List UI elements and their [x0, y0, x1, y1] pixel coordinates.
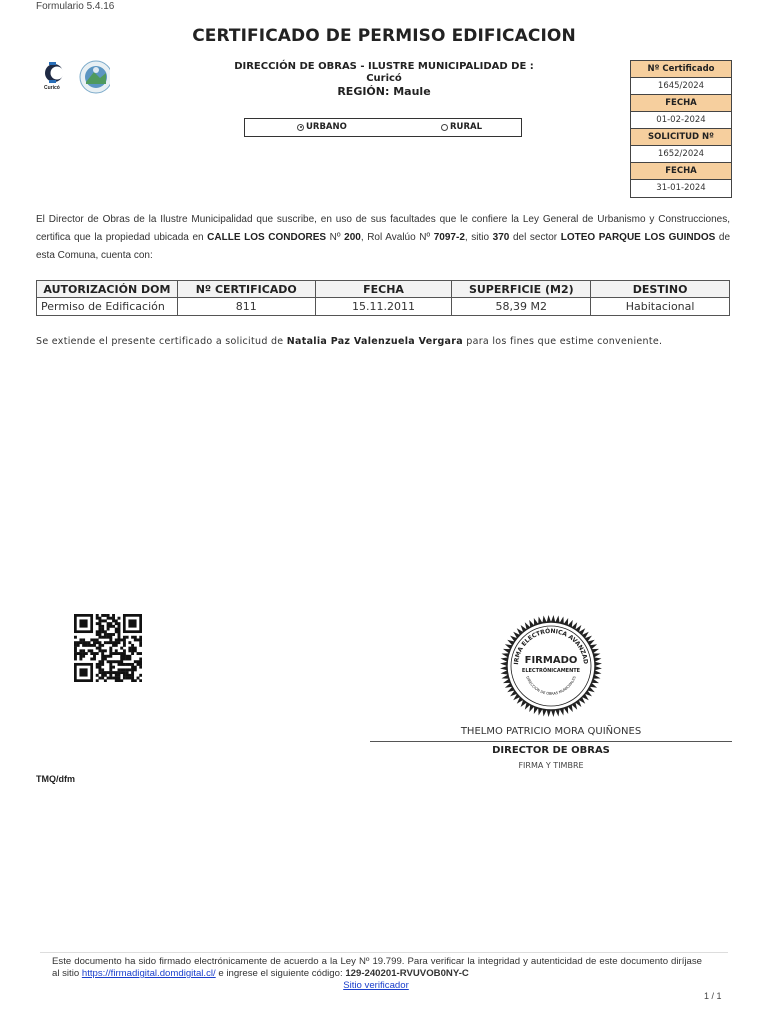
certification-paragraph [36, 211, 730, 265]
column-header: AUTORIZACIÓN DOM [37, 281, 178, 298]
electronic-signature-stamp [496, 612, 606, 720]
property-sitio: 370 [492, 232, 510, 243]
signer-role: DIRECTOR DE OBRAS [492, 745, 610, 756]
verifier-link-wrapper [0, 980, 752, 991]
qr-code-icon [74, 614, 142, 682]
certificate-info-box [630, 60, 732, 198]
body-text-5: del sector [509, 232, 561, 243]
applicant-name: Natalia Paz Valenzuela Vergara [286, 336, 463, 347]
cert-number-label: Nº Certificado [631, 61, 731, 78]
table-row [37, 298, 730, 316]
column-header: SUPERFICIE (M2) [452, 281, 591, 298]
verification-notice [52, 956, 702, 980]
solicitud-date-label: FECHA [631, 163, 731, 180]
municipality-logos [38, 58, 110, 98]
typist-initials: TMQ/dfm [36, 774, 75, 784]
stamp-outer-text: IRMA ELECTRÓNICA AVANZAD [513, 627, 590, 665]
footer-divider [40, 952, 728, 953]
property-address: CALLE LOS CONDORES [207, 232, 327, 243]
column-header: Nº CERTIFICADO [177, 281, 315, 298]
verification-code: 129-240201-RVUVOB0NY-C [345, 968, 469, 979]
solicitud-date-value: 31-01-2024 [656, 183, 706, 193]
cert-date-label: FECHA [631, 95, 731, 112]
property-sector: LOTEO PARQUE LOS GUINDOS [560, 232, 716, 243]
zone-selector [244, 118, 522, 137]
zone-label-urbano: URBANO [306, 122, 347, 132]
signer-name: THELMO PATRICIO MORA QUIÑONES [460, 726, 642, 737]
zone-label-rural: RURAL [450, 122, 482, 132]
footer-text-1: Este documento ha sido firmado electrónicamente de acuerdo a la Ley Nº 19.799. Para verificar la integridad y autenticidad de este documento diríjase al sitio [52, 956, 702, 979]
property-number: 200 [344, 232, 361, 243]
signature-line [370, 741, 732, 742]
cert-date-value: 01-02-2024 [631, 112, 731, 129]
page-number: 1 / 1 [704, 991, 722, 1001]
radio-unselected-icon[interactable] [441, 124, 448, 131]
header-line-2: Curicó [366, 73, 402, 84]
logo-label: Curicó [44, 85, 60, 91]
form-code: Formulario 5.4.16 [36, 1, 115, 12]
body-text-2: Nº [326, 232, 345, 243]
radio-selected-icon[interactable] [297, 124, 304, 131]
stamp-bottom-text: DIRECCIÓN DE OBRAS MUNICIPALES [525, 675, 577, 696]
stamp-center-line-1: FIRMADO [524, 655, 578, 666]
request-statement [36, 336, 730, 347]
header-line-3: REGIÓN: Maule [337, 85, 431, 98]
table-cell: 58,39 M2 [452, 298, 591, 316]
body-text-6: de esta Comuna, cuenta con: [36, 232, 731, 261]
verifier-site-link[interactable]: Sitio verificador [343, 980, 409, 991]
column-header: FECHA [315, 281, 452, 298]
table-cell: Habitacional [591, 298, 730, 316]
body-text-1: El Director de Obras de la Ilustre Municipalidad que suscribe, en uso de sus facultades que le confiere la Ley General de Urbanismo y Construcciones, certifica que la propiedad ubicada en [36, 214, 730, 243]
column-header: DESTINO [591, 281, 730, 298]
solicitud-label: SOLICITUD Nº [631, 129, 731, 146]
table-header-row [37, 281, 730, 298]
request-text-2: para los fines que estime conveniente. [462, 336, 663, 347]
solicitud-value: 1652/2024 [631, 146, 731, 163]
zone-option-urbano[interactable] [297, 122, 347, 132]
zone-option-rural[interactable] [441, 122, 482, 132]
footer-text-2: e ingrese el siguiente código: [215, 968, 346, 979]
authorization-table [36, 280, 730, 316]
cert-number-value: 1645/2024 [631, 78, 731, 95]
header-line-1: DIRECCIÓN DE OBRAS - ILUSTRE MUNICIPALIDAD DE : [234, 61, 534, 72]
curico-logo-icon [38, 58, 110, 98]
office-header [220, 61, 548, 98]
body-text-3: , Rol Avalúo Nº [360, 232, 434, 243]
verification-url-link[interactable]: https://firmadigital.domdigital.cl/ [81, 968, 216, 979]
stamp-center-line-2: ELECTRÓNICAMENTE [521, 668, 581, 674]
property-rol: 7097-2 [433, 232, 465, 243]
body-text-4: , sitio [464, 232, 493, 243]
page-title: CERTIFICADO DE PERMISO EDIFICACION [192, 26, 576, 46]
request-text-1: Se extiende el presente certificado a solicitud de [36, 336, 287, 347]
table-cell: Permiso de Edificación [37, 298, 178, 316]
signature-subtitle: FIRMA Y TIMBRE [518, 761, 584, 770]
table-cell: 811 [177, 298, 315, 316]
table-cell: 15.11.2011 [315, 298, 452, 316]
